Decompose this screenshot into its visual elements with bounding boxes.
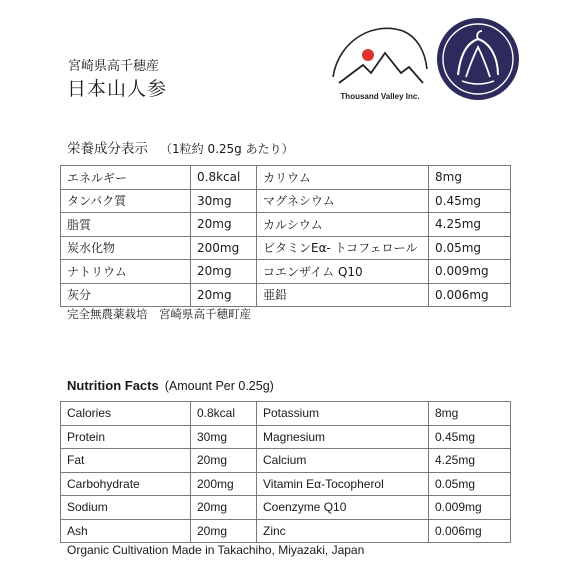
nutrient-value: 0.45mg bbox=[429, 189, 511, 213]
nutrient-value: 0.05mg bbox=[429, 472, 511, 496]
nutrient-value: 0.45mg bbox=[429, 425, 511, 449]
nutrient-name: 脂質 bbox=[61, 213, 191, 237]
nutrient-value: 4.25mg bbox=[429, 449, 511, 473]
nutrient-value: 20mg bbox=[191, 283, 257, 307]
table-row bbox=[61, 402, 511, 426]
nutrient-name: カルシウム bbox=[257, 213, 429, 237]
nutrient-name: Ash bbox=[61, 519, 191, 543]
nutrient-value: 20mg bbox=[191, 519, 257, 543]
ja-footer-note: 完全無農薬栽培 宮崎県高千穂町産 bbox=[67, 307, 251, 321]
table-row bbox=[61, 260, 511, 284]
nutrient-name: Zinc bbox=[257, 519, 429, 543]
nutrient-name: ナトリウム bbox=[61, 260, 191, 284]
nutrient-value: 0.8kcal bbox=[191, 402, 257, 426]
nutrient-name: 灰分 bbox=[61, 283, 191, 307]
nutrient-value: 4.25mg bbox=[429, 213, 511, 237]
mountain-sun-logo bbox=[331, 17, 429, 103]
en-per-serving: (Amount Per 0.25g) bbox=[164, 379, 274, 393]
ja-per-serving: （1粒約 0.25g あたり） bbox=[160, 142, 294, 156]
nutrient-name: Sodium bbox=[61, 496, 191, 520]
nutrient-name: Protein bbox=[61, 425, 191, 449]
nutrient-name: Calories bbox=[61, 402, 191, 426]
nutrient-name: エネルギー bbox=[61, 166, 191, 190]
nutrient-name: カリウム bbox=[257, 166, 429, 190]
product-title: 日本山人参 bbox=[67, 78, 168, 100]
table-row bbox=[61, 213, 511, 237]
nutrient-value: 20mg bbox=[191, 260, 257, 284]
sun-icon bbox=[362, 49, 374, 61]
nutrient-value: 0.009mg bbox=[429, 496, 511, 520]
nutrient-value: 0.006mg bbox=[429, 283, 511, 307]
nutrient-name: ビタミンEα- トコフェロール bbox=[257, 236, 429, 260]
table-row bbox=[61, 496, 511, 520]
table-row bbox=[61, 189, 511, 213]
nutrient-value: 200mg bbox=[191, 236, 257, 260]
table-row bbox=[61, 472, 511, 496]
origin-label: 宮崎県高千穂産 bbox=[68, 59, 160, 74]
nutrient-name: コエンザイム Q10 bbox=[257, 260, 429, 284]
nutrient-name: Coenzyme Q10 bbox=[257, 496, 429, 520]
nutrient-name: 亜鉛 bbox=[257, 283, 429, 307]
nutrient-value: 0.006mg bbox=[429, 519, 511, 543]
nutrient-name: タンパク質 bbox=[61, 189, 191, 213]
crane-emblem-icon bbox=[436, 17, 520, 101]
ja-nutrition-table bbox=[60, 165, 511, 307]
company-logo-text: Thousand Valley Inc. bbox=[340, 92, 420, 101]
nutrient-value: 20mg bbox=[191, 449, 257, 473]
nutrient-name: マグネシウム bbox=[257, 189, 429, 213]
nutrient-name: Carbohydrate bbox=[61, 472, 191, 496]
nutrient-value: 0.8kcal bbox=[191, 166, 257, 190]
ja-section-heading bbox=[67, 140, 294, 158]
nutrient-name: Magnesium bbox=[257, 425, 429, 449]
nutrient-value: 30mg bbox=[191, 425, 257, 449]
en-footer-note: Organic Cultivation Made in Takachiho, Miyazaki, Japan bbox=[67, 543, 365, 557]
nutrient-value: 8mg bbox=[429, 166, 511, 190]
table-row bbox=[61, 236, 511, 260]
nutrient-value: 200mg bbox=[191, 472, 257, 496]
table-row bbox=[61, 166, 511, 190]
nutrient-name: 炭水化物 bbox=[61, 236, 191, 260]
nutrient-value: 20mg bbox=[191, 213, 257, 237]
nutrient-value: 20mg bbox=[191, 496, 257, 520]
table-row bbox=[61, 519, 511, 543]
company-logo bbox=[331, 17, 429, 103]
nutrient-value: 30mg bbox=[191, 189, 257, 213]
nutrient-value: 0.009mg bbox=[429, 260, 511, 284]
en-heading: Nutrition Facts bbox=[67, 378, 159, 393]
nutrient-value: 8mg bbox=[429, 402, 511, 426]
en-nutrition-table bbox=[60, 401, 511, 543]
nutrient-name: Calcium bbox=[257, 449, 429, 473]
table-row bbox=[61, 449, 511, 473]
ja-heading: 栄養成分表示 bbox=[67, 141, 148, 157]
nutrient-name: Fat bbox=[61, 449, 191, 473]
emblem bbox=[436, 17, 520, 101]
en-section-heading bbox=[67, 377, 274, 395]
table-row bbox=[61, 425, 511, 449]
nutrient-value: 0.05mg bbox=[429, 236, 511, 260]
nutrient-name: Vitamin Eα-Tocopherol bbox=[257, 472, 429, 496]
table-row bbox=[61, 283, 511, 307]
nutrient-name: Potassium bbox=[257, 402, 429, 426]
